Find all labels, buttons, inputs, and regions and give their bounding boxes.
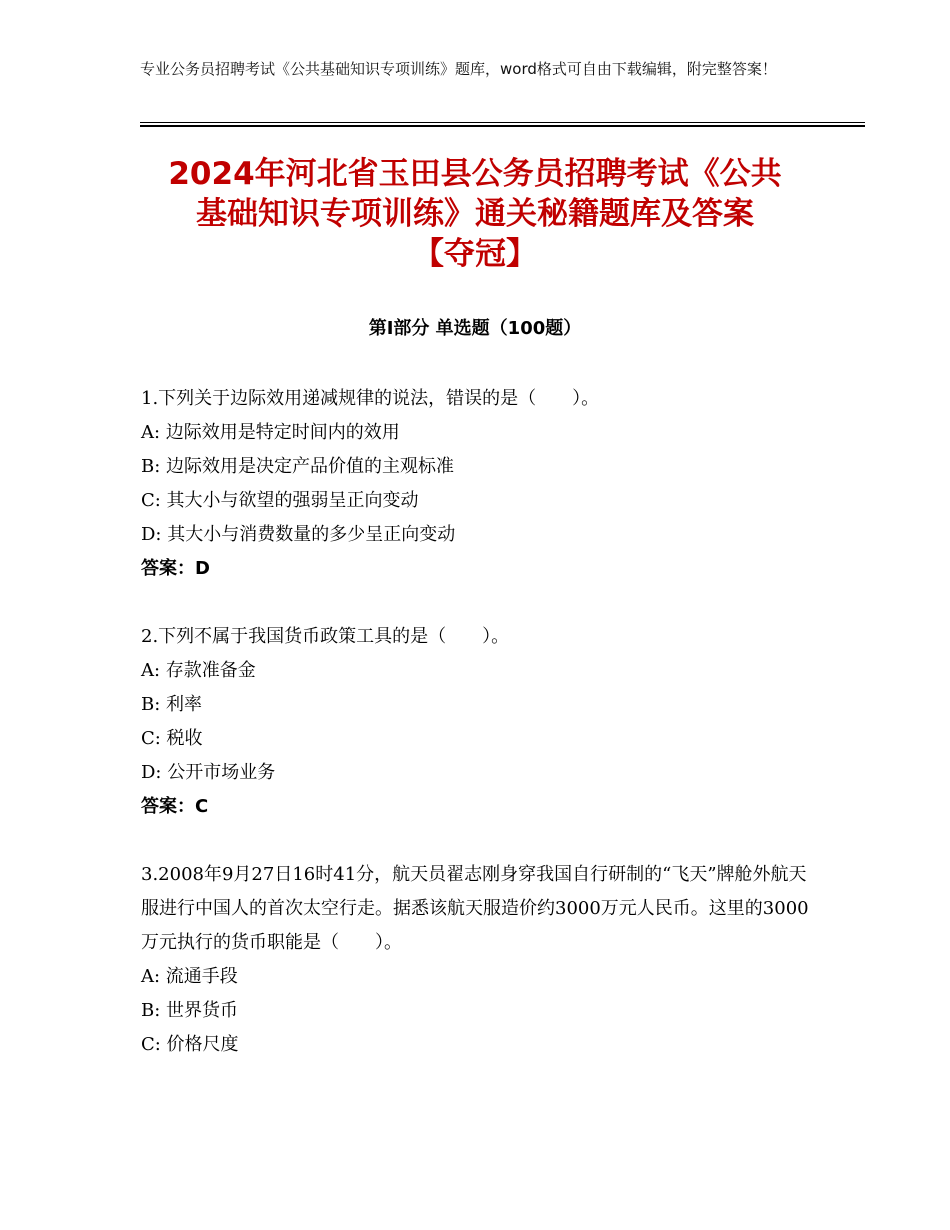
header-note: 专业公务员招聘考试《公共基础知识专项训练》题库，word格式可自由下载编辑，附完整答案！ (140, 60, 777, 78)
answer: 答案：D (141, 558, 210, 579)
option-c: C: 税收 (141, 728, 203, 749)
header-rule-thick (140, 125, 865, 127)
question-2 (141, 620, 811, 824)
title-line-1: 2024年河北省玉田县公务员招聘考试《公共 (168, 156, 782, 192)
option-d: D: 公开市场业务 (141, 762, 276, 783)
option-c: C: 其大小与欲望的强弱呈正向变动 (141, 490, 419, 511)
option-d: D: 其大小与消费数量的多少呈正向变动 (141, 524, 456, 545)
header-rule-thin (140, 122, 865, 123)
option-b: B: 边际效用是决定产品价值的主观标准 (141, 456, 455, 477)
option-b: B: 利率 (141, 694, 203, 715)
option-b: B: 世界货币 (141, 1000, 239, 1021)
option-c: C: 价格尺度 (141, 1034, 239, 1055)
option-a: A: 流通手段 (141, 966, 238, 987)
question-3 (141, 858, 811, 1062)
question-1 (141, 382, 811, 586)
question-stem: 3.2008年9月27日16时41分，航天员翟志刚身穿我国自行研制的“飞天”牌舱外航天服进行中国人的首次太空行走。据悉该航天服造价约3000万元人民币。这里的3000万元执行的货币职能是（ ）。 (141, 864, 809, 953)
option-a: A: 边际效用是特定时间内的效用 (141, 422, 400, 443)
section-title: 第Ⅰ部分 单选题（100题） (368, 318, 582, 339)
document-title (130, 154, 820, 274)
answer: 答案：C (141, 796, 209, 817)
option-a: A: 存款准备金 (141, 660, 256, 681)
question-stem: 2.下列不属于我国货币政策工具的是（ ）。 (141, 626, 510, 647)
title-line-2: 基础知识专项训练》通关秘籍题库及答案 (196, 196, 754, 232)
question-stem: 1.下列关于边际效用递减规律的说法，错误的是（ ）。 (141, 388, 600, 409)
title-line-3: 【夺冠】 (413, 236, 537, 272)
question-list (141, 382, 811, 1096)
